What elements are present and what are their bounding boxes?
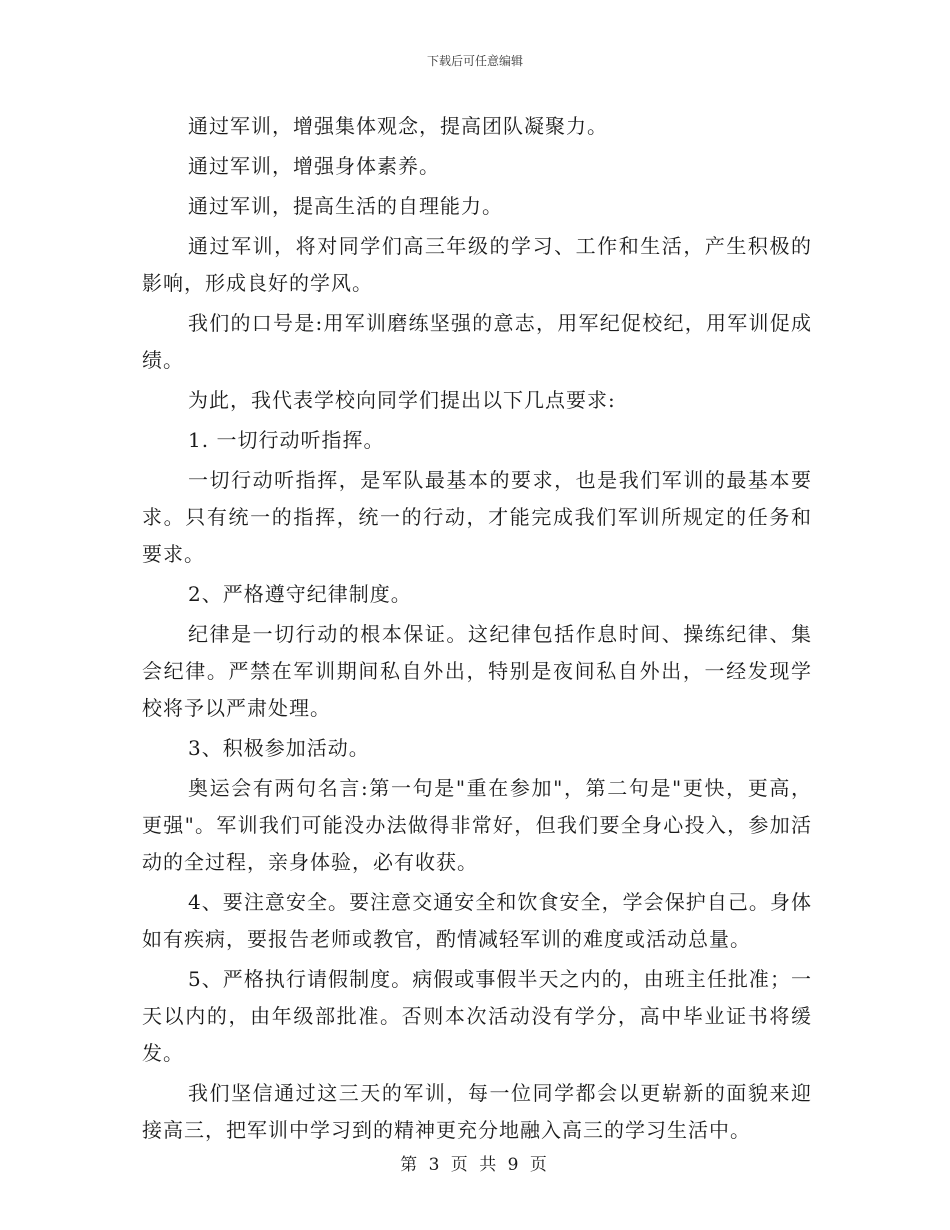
paragraph: 5、严格执行请假制度。病假或事假半天之内的，由班主任批准；一天以内的，由年级部批准。否则本次活动没有学分，高中毕业证书将缓发。 — [142, 967, 812, 1065]
paragraph: 一切行动听指挥，是军队最基本的要求，也是我们军训的最基本要求。只有统一的指挥，统一的行动，才能完成我们军训所规定的任务和要求。 — [142, 468, 812, 566]
paragraph: 通过军训，增强身体素养。 — [188, 154, 440, 178]
paragraph: 我们坚信通过这三天的军训，每一位同学都会以更崭新的面貌来迎接高三，把军训中学习到的精神更充分地融入高三的学习生活中。 — [142, 1081, 812, 1142]
list-heading: 1. 一切行动听指挥。 — [188, 428, 385, 452]
paragraph: 我们的口号是:用军训磨练坚强的意志，用军纪促校纪，用军训促成绩。 — [142, 311, 812, 372]
paragraph: 通过军训，增强集体观念，提高团队凝聚力。 — [188, 114, 608, 138]
paragraph: 为此，我代表学校向同学们提出以下几点要求: — [188, 388, 616, 412]
page-header-note: 下载后可任意编辑 — [426, 54, 523, 68]
page-number-footer: 第 3 页 共 9 页 — [400, 1155, 550, 1175]
paragraph: 通过军训，将对同学们高三年级的学习、工作和生活，产生积极的影响，形成良好的学风。 — [142, 234, 812, 295]
paragraph: 奥运会有两句名言:第一句是"重在参加"，第二句是"更快，更高，更强"。军训我们可能没办法做得非常好，但我们要全身心投入，参加活动的全过程，亲身体验，必有收获。 — [142, 776, 812, 874]
list-heading: 2、严格遵守纪律制度。 — [188, 582, 412, 606]
list-heading: 3、积极参加活动。 — [188, 736, 370, 760]
paragraph: 纪律是一切行动的根本保证。这纪律包括作息时间、操练纪律、集会纪律。严禁在军训期间私自外出，特别是夜间私自外出，一经发现学校将予以严肃处理。 — [142, 622, 812, 720]
paragraph: 通过军训，提高生活的自理能力。 — [188, 194, 503, 218]
paragraph: 4、要注意安全。要注意交通安全和饮食安全，学会保护自己。身体如有疾病，要报告老师或教官，酌情减轻军训的难度或活动总量。 — [142, 890, 812, 951]
document-body — [142, 108, 812, 1152]
